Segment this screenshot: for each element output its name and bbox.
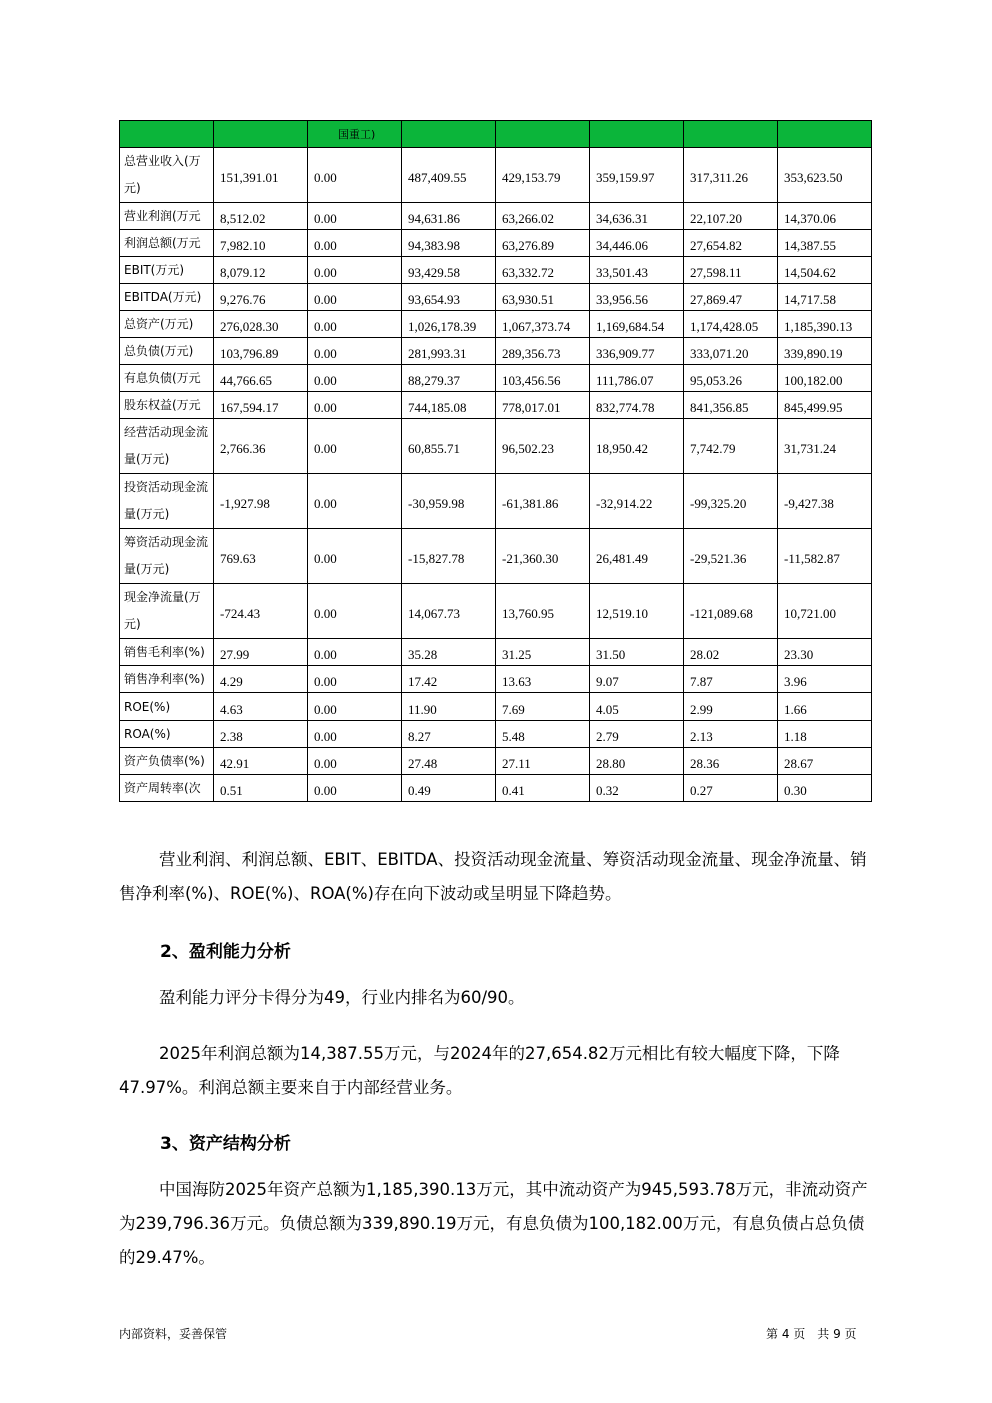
value-cell: -61,381.86	[496, 474, 590, 529]
value-cell: 841,356.85	[684, 392, 778, 419]
value-cell: 35.28	[402, 639, 496, 666]
value-cell: 2.13	[684, 721, 778, 748]
value-cell: 487,409.55	[402, 148, 496, 203]
value-cell: -32,914.22	[590, 474, 684, 529]
value-cell: 289,356.73	[496, 338, 590, 365]
value-cell: 0.32	[590, 775, 684, 802]
value-cell: 2,766.36	[214, 419, 308, 474]
value-cell: 94,383.98	[402, 230, 496, 257]
table-row	[120, 284, 872, 311]
value-cell: 0.00	[308, 748, 402, 775]
value-cell: -30,959.98	[402, 474, 496, 529]
value-cell: 0.41	[496, 775, 590, 802]
value-cell: 31,731.24	[778, 419, 872, 474]
value-cell: 96,502.23	[496, 419, 590, 474]
value-cell: 5.48	[496, 721, 590, 748]
value-cell: 429,153.79	[496, 148, 590, 203]
value-cell: 27.99	[214, 639, 308, 666]
row-label: 资产负债率(%)	[120, 748, 214, 775]
value-cell: 34,446.06	[590, 230, 684, 257]
value-cell: 103,456.56	[496, 365, 590, 392]
value-cell: 22,107.20	[684, 203, 778, 230]
value-cell: 0.49	[402, 775, 496, 802]
value-cell: 26,481.49	[590, 529, 684, 584]
value-cell: 359,159.97	[590, 148, 684, 203]
value-cell: 0.00	[308, 284, 402, 311]
value-cell: 0.30	[778, 775, 872, 802]
value-cell: 1,067,373.74	[496, 311, 590, 338]
table-row	[120, 148, 872, 203]
row-label: ROA(%)	[120, 721, 214, 748]
value-cell: 103,796.89	[214, 338, 308, 365]
value-cell: 60,855.71	[402, 419, 496, 474]
score-paragraph: 盈利能力评分卡得分为49，行业内排名为60/90。	[159, 988, 525, 1007]
value-cell: 1,185,390.13	[778, 311, 872, 338]
table-row	[120, 203, 872, 230]
value-cell: 4.29	[214, 666, 308, 693]
row-label: EBITDA(万元)	[120, 284, 214, 311]
value-cell: 63,332.72	[496, 257, 590, 284]
value-cell: 14,717.58	[778, 284, 872, 311]
header-cell	[402, 121, 496, 148]
value-cell: 769.63	[214, 529, 308, 584]
header-cell	[496, 121, 590, 148]
section-heading-profitability: 2、盈利能力分析	[160, 942, 291, 962]
financial-table	[119, 120, 872, 802]
value-cell: 27.48	[402, 748, 496, 775]
value-cell: 27,654.82	[684, 230, 778, 257]
value-cell: 28.80	[590, 748, 684, 775]
header-cell	[778, 121, 872, 148]
footer-confidential-note: 内部资料，妥善保管	[119, 1327, 228, 1341]
value-cell: 7.69	[496, 693, 590, 721]
table-row	[120, 693, 872, 721]
value-cell: 8,079.12	[214, 257, 308, 284]
value-cell: 0.51	[214, 775, 308, 802]
value-cell: 744,185.08	[402, 392, 496, 419]
table-row	[120, 365, 872, 392]
value-cell: 0.00	[308, 338, 402, 365]
financial-table-container	[119, 120, 872, 802]
value-cell: 7,982.10	[214, 230, 308, 257]
value-cell: 8.27	[402, 721, 496, 748]
value-cell: 276,028.30	[214, 311, 308, 338]
value-cell: 317,311.26	[684, 148, 778, 203]
value-cell: 2.99	[684, 693, 778, 721]
value-cell: 4.05	[590, 693, 684, 721]
header-cell	[684, 121, 778, 148]
value-cell: 0.00	[308, 721, 402, 748]
value-cell: 0.00	[308, 203, 402, 230]
value-cell: 0.00	[308, 311, 402, 338]
value-cell: -1,927.98	[214, 474, 308, 529]
value-cell: 14,387.55	[778, 230, 872, 257]
value-cell: 23.30	[778, 639, 872, 666]
row-label: 筹资活动现金流量(万元)	[120, 529, 214, 584]
value-cell: 14,504.62	[778, 257, 872, 284]
value-cell: 167,594.17	[214, 392, 308, 419]
value-cell: 95,053.26	[684, 365, 778, 392]
value-cell: -11,582.87	[778, 529, 872, 584]
header-cell: 国重工)	[308, 121, 402, 148]
value-cell: 0.00	[308, 148, 402, 203]
value-cell: 339,890.19	[778, 338, 872, 365]
row-label: 销售毛利率(%)	[120, 639, 214, 666]
value-cell: 7,742.79	[684, 419, 778, 474]
value-cell: 44,766.65	[214, 365, 308, 392]
table-row	[120, 474, 872, 529]
value-cell: 63,930.51	[496, 284, 590, 311]
value-cell: -724.43	[214, 584, 308, 639]
table-row	[120, 392, 872, 419]
table-row	[120, 419, 872, 474]
value-cell: 88,279.37	[402, 365, 496, 392]
value-cell: 31.50	[590, 639, 684, 666]
table-row	[120, 529, 872, 584]
row-label: 营业利润(万元	[120, 203, 214, 230]
value-cell: 778,017.01	[496, 392, 590, 419]
value-cell: 100,182.00	[778, 365, 872, 392]
value-cell: 0.00	[308, 230, 402, 257]
value-cell: 27.11	[496, 748, 590, 775]
value-cell: 0.27	[684, 775, 778, 802]
value-cell: 1,169,684.54	[590, 311, 684, 338]
value-cell: 845,499.95	[778, 392, 872, 419]
value-cell: 63,276.89	[496, 230, 590, 257]
value-cell: 0.00	[308, 775, 402, 802]
value-cell: 1.66	[778, 693, 872, 721]
value-cell: 14,067.73	[402, 584, 496, 639]
value-cell: 42.91	[214, 748, 308, 775]
value-cell: 33,956.56	[590, 284, 684, 311]
value-cell: 12,519.10	[590, 584, 684, 639]
value-cell: 2.79	[590, 721, 684, 748]
value-cell: 832,774.78	[590, 392, 684, 419]
row-label: 有息负债(万元	[120, 365, 214, 392]
value-cell: -21,360.30	[496, 529, 590, 584]
table-row	[120, 257, 872, 284]
asset-paragraph: 中国海防2025年资产总额为1,185,390.13万元，其中流动资产为945,593.78万元，非流动资产为239,796.36万元。负债总额为339,890.19万元，有息负债为100,182.00万元，有息负债占总负债的29.47%。	[119, 1180, 868, 1267]
value-cell: 33,501.43	[590, 257, 684, 284]
value-cell: 63,266.02	[496, 203, 590, 230]
table-row	[120, 666, 872, 693]
table-row	[120, 748, 872, 775]
table-row	[120, 230, 872, 257]
row-label: 总负债(万元)	[120, 338, 214, 365]
profit-paragraph: 2025年利润总额为14,387.55万元，与2024年的27,654.82万元相比有较大幅度下降，下降47.97%。利润总额主要来自于内部经营业务。	[119, 1044, 840, 1097]
section-heading-asset-structure: 3、资产结构分析	[160, 1134, 291, 1154]
value-cell: 17.42	[402, 666, 496, 693]
value-cell: 93,654.93	[402, 284, 496, 311]
value-cell: 31.25	[496, 639, 590, 666]
row-label: 总资产(万元)	[120, 311, 214, 338]
header-cell	[590, 121, 684, 148]
value-cell: 0.00	[308, 474, 402, 529]
value-cell: 14,370.06	[778, 203, 872, 230]
value-cell: 2.38	[214, 721, 308, 748]
value-cell: 27,869.47	[684, 284, 778, 311]
table-row	[120, 639, 872, 666]
value-cell: 0.00	[308, 529, 402, 584]
value-cell: 111,786.07	[590, 365, 684, 392]
value-cell: 34,636.31	[590, 203, 684, 230]
trend-paragraph: 营业利润、利润总额、EBIT、EBITDA、投资活动现金流量、筹资活动现金流量、现金净流量、销售净利率(%)、ROE(%)、ROA(%)存在向下波动或呈明显下降趋势。	[119, 850, 867, 903]
value-cell: -15,827.78	[402, 529, 496, 584]
table-row	[120, 338, 872, 365]
value-cell: 1,026,178.39	[402, 311, 496, 338]
value-cell: 1,174,428.05	[684, 311, 778, 338]
header-cell	[120, 121, 214, 148]
value-cell: 0.00	[308, 693, 402, 721]
value-cell: 3.96	[778, 666, 872, 693]
table-row	[120, 775, 872, 802]
row-label: 利润总额(万元	[120, 230, 214, 257]
value-cell: 94,631.86	[402, 203, 496, 230]
footer-page-number: 第 4 页 共 9 页	[766, 1327, 857, 1341]
row-label: 股东权益(万元	[120, 392, 214, 419]
value-cell: 28.67	[778, 748, 872, 775]
value-cell: 281,993.31	[402, 338, 496, 365]
value-cell: 9,276.76	[214, 284, 308, 311]
value-cell: 0.00	[308, 639, 402, 666]
row-label: 总营业收入(万元)	[120, 148, 214, 203]
value-cell: 28.36	[684, 748, 778, 775]
value-cell: 0.00	[308, 666, 402, 693]
value-cell: 0.00	[308, 584, 402, 639]
value-cell: 8,512.02	[214, 203, 308, 230]
value-cell: -121,089.68	[684, 584, 778, 639]
table-header-row	[120, 121, 872, 148]
row-label: 资产周转率(次	[120, 775, 214, 802]
table-row	[120, 721, 872, 748]
row-label: ROE(%)	[120, 693, 214, 721]
value-cell: 28.02	[684, 639, 778, 666]
value-cell: 7.87	[684, 666, 778, 693]
header-cell	[214, 121, 308, 148]
value-cell: 10,721.00	[778, 584, 872, 639]
value-cell: -9,427.38	[778, 474, 872, 529]
row-label: EBIT(万元)	[120, 257, 214, 284]
row-label: 投资活动现金流量(万元)	[120, 474, 214, 529]
value-cell: 0.00	[308, 419, 402, 474]
value-cell: 0.00	[308, 365, 402, 392]
value-cell: 18,950.42	[590, 419, 684, 474]
value-cell: 1.18	[778, 721, 872, 748]
value-cell: 13,760.95	[496, 584, 590, 639]
value-cell: 27,598.11	[684, 257, 778, 284]
value-cell: 336,909.77	[590, 338, 684, 365]
table-body	[120, 148, 872, 802]
table-row	[120, 584, 872, 639]
value-cell: -99,325.20	[684, 474, 778, 529]
value-cell: 0.00	[308, 392, 402, 419]
value-cell: 4.63	[214, 693, 308, 721]
value-cell: 13.63	[496, 666, 590, 693]
value-cell: 353,623.50	[778, 148, 872, 203]
value-cell: 11.90	[402, 693, 496, 721]
value-cell: 0.00	[308, 257, 402, 284]
row-label: 现金净流量(万元)	[120, 584, 214, 639]
row-label: 经营活动现金流量(万元)	[120, 419, 214, 474]
value-cell: 93,429.58	[402, 257, 496, 284]
value-cell: 9.07	[590, 666, 684, 693]
value-cell: -29,521.36	[684, 529, 778, 584]
row-label: 销售净利率(%)	[120, 666, 214, 693]
value-cell: 151,391.01	[214, 148, 308, 203]
table-row	[120, 311, 872, 338]
value-cell: 333,071.20	[684, 338, 778, 365]
